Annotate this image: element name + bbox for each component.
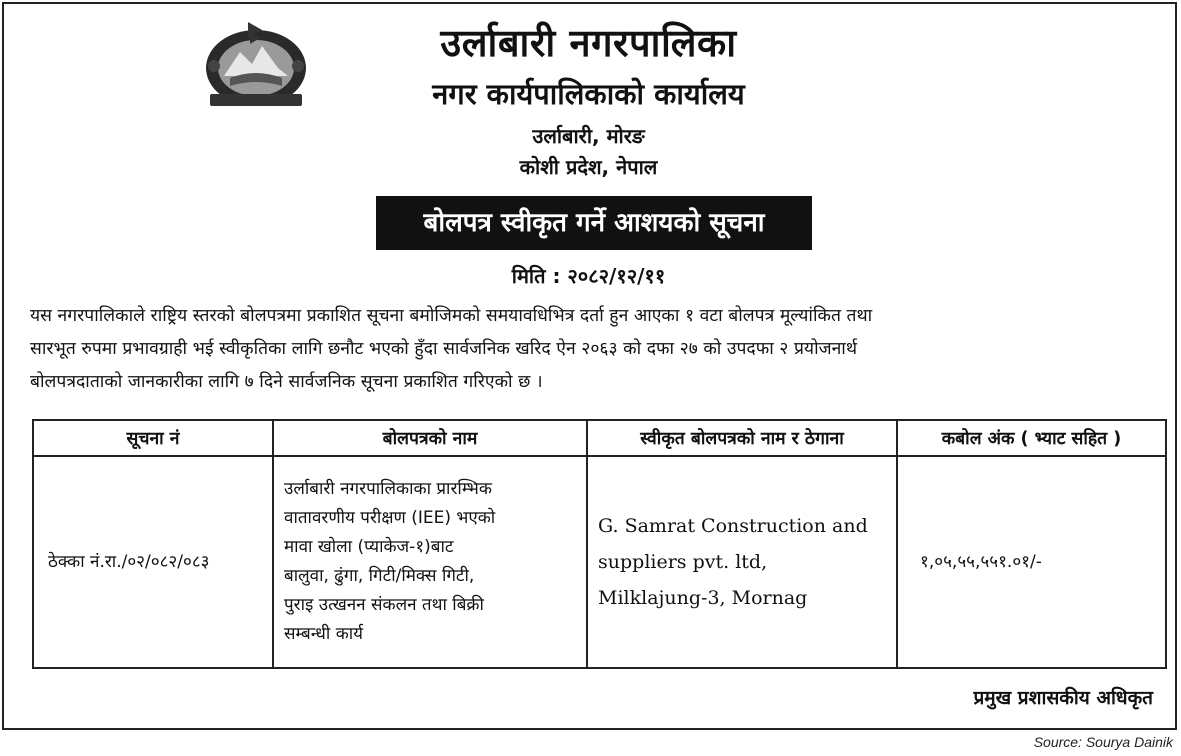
col-header-notice-no: सूचना नं: [33, 420, 273, 456]
bid-name-line: पुराइ उत्खनन संकलन तथा बिक्री: [284, 595, 484, 615]
body-line: बोलपत्रदाताको जानकारीका लागि ७ दिने सार्वजनिक सूचना प्रकाशित गरिएको छ ।: [30, 372, 543, 392]
col-header-bidder: स्वीकृत बोलपत्रको नाम र ठेगाना: [587, 420, 897, 456]
cell-bid-name: [273, 456, 587, 668]
office-name: नगर कार्यपालिकाको कार्यालय: [432, 77, 745, 111]
body-line: सारभूत रुपमा प्रभावग्राही भई स्वीकृतिका लागि छनौट भएको हुँदा सार्वजनिक खरिद ऐन २०६३ को दफा २७ को उपदफा २ प्रयोजनार्थ: [30, 339, 858, 359]
address-line-1: उर्लाबारी, मोरङ: [532, 124, 645, 148]
cell-notice-no: ठेक्का नं.रा./०२/०८२/०८३: [33, 456, 273, 668]
bidder-line: suppliers pvt. ltd,: [598, 551, 768, 573]
signatory-title: प्रमुख प्रशासकीय अधिकृत: [973, 687, 1153, 709]
bid-name-line: सम्बन्धी कार्य: [284, 624, 364, 644]
address-line-2: कोशी प्रदेश, नेपाल: [519, 155, 658, 179]
col-header-bid-name: बोलपत्रको नाम: [273, 420, 587, 456]
notice-date: मिति : २०८२/१२/११: [511, 264, 666, 288]
body-line: यस नगरपालिकाले राष्ट्रिय स्तरको बोलपत्रमा प्रकाशित सूचना बमोजिमको समयावधिभित्र दर्ता हुन आएका १ वटा बोलपत्र मूल्यांकित तथा: [30, 306, 873, 326]
bid-name-line: वातावरणीय परीक्षण (IEE) भएको: [284, 508, 496, 528]
cell-amount: १,०५,५५,५५१.०१/-: [897, 456, 1166, 668]
notice-body: [30, 300, 1162, 399]
bid-name-line: उर्लाबारी नगरपालिकाका प्रारम्भिक: [284, 479, 492, 499]
col-header-amount: कबोल अंक ( भ्याट सहित ): [897, 420, 1166, 456]
award-table: [32, 419, 1167, 669]
table-row: [33, 456, 1166, 668]
source-credit: Source: Sourya Dainik: [1033, 734, 1173, 750]
bid-name-line: बालुवा, ढुंगा, गिटी/मिक्स गिटी,: [284, 566, 475, 586]
bidder-line: Milklajung-3, Mornag: [598, 587, 808, 609]
table-header-row: [33, 420, 1166, 456]
bid-name-line: मावा खोला (प्याकेज-१)बाट: [284, 537, 454, 557]
cell-bidder: [587, 456, 897, 668]
bidder-line: G. Samrat Construction and: [598, 515, 868, 537]
org-name: उर्लाबारी नगरपालिका: [440, 21, 737, 65]
notice-title: बोलपत्र स्वीकृत गर्ने आशयको सूचना: [376, 196, 812, 250]
